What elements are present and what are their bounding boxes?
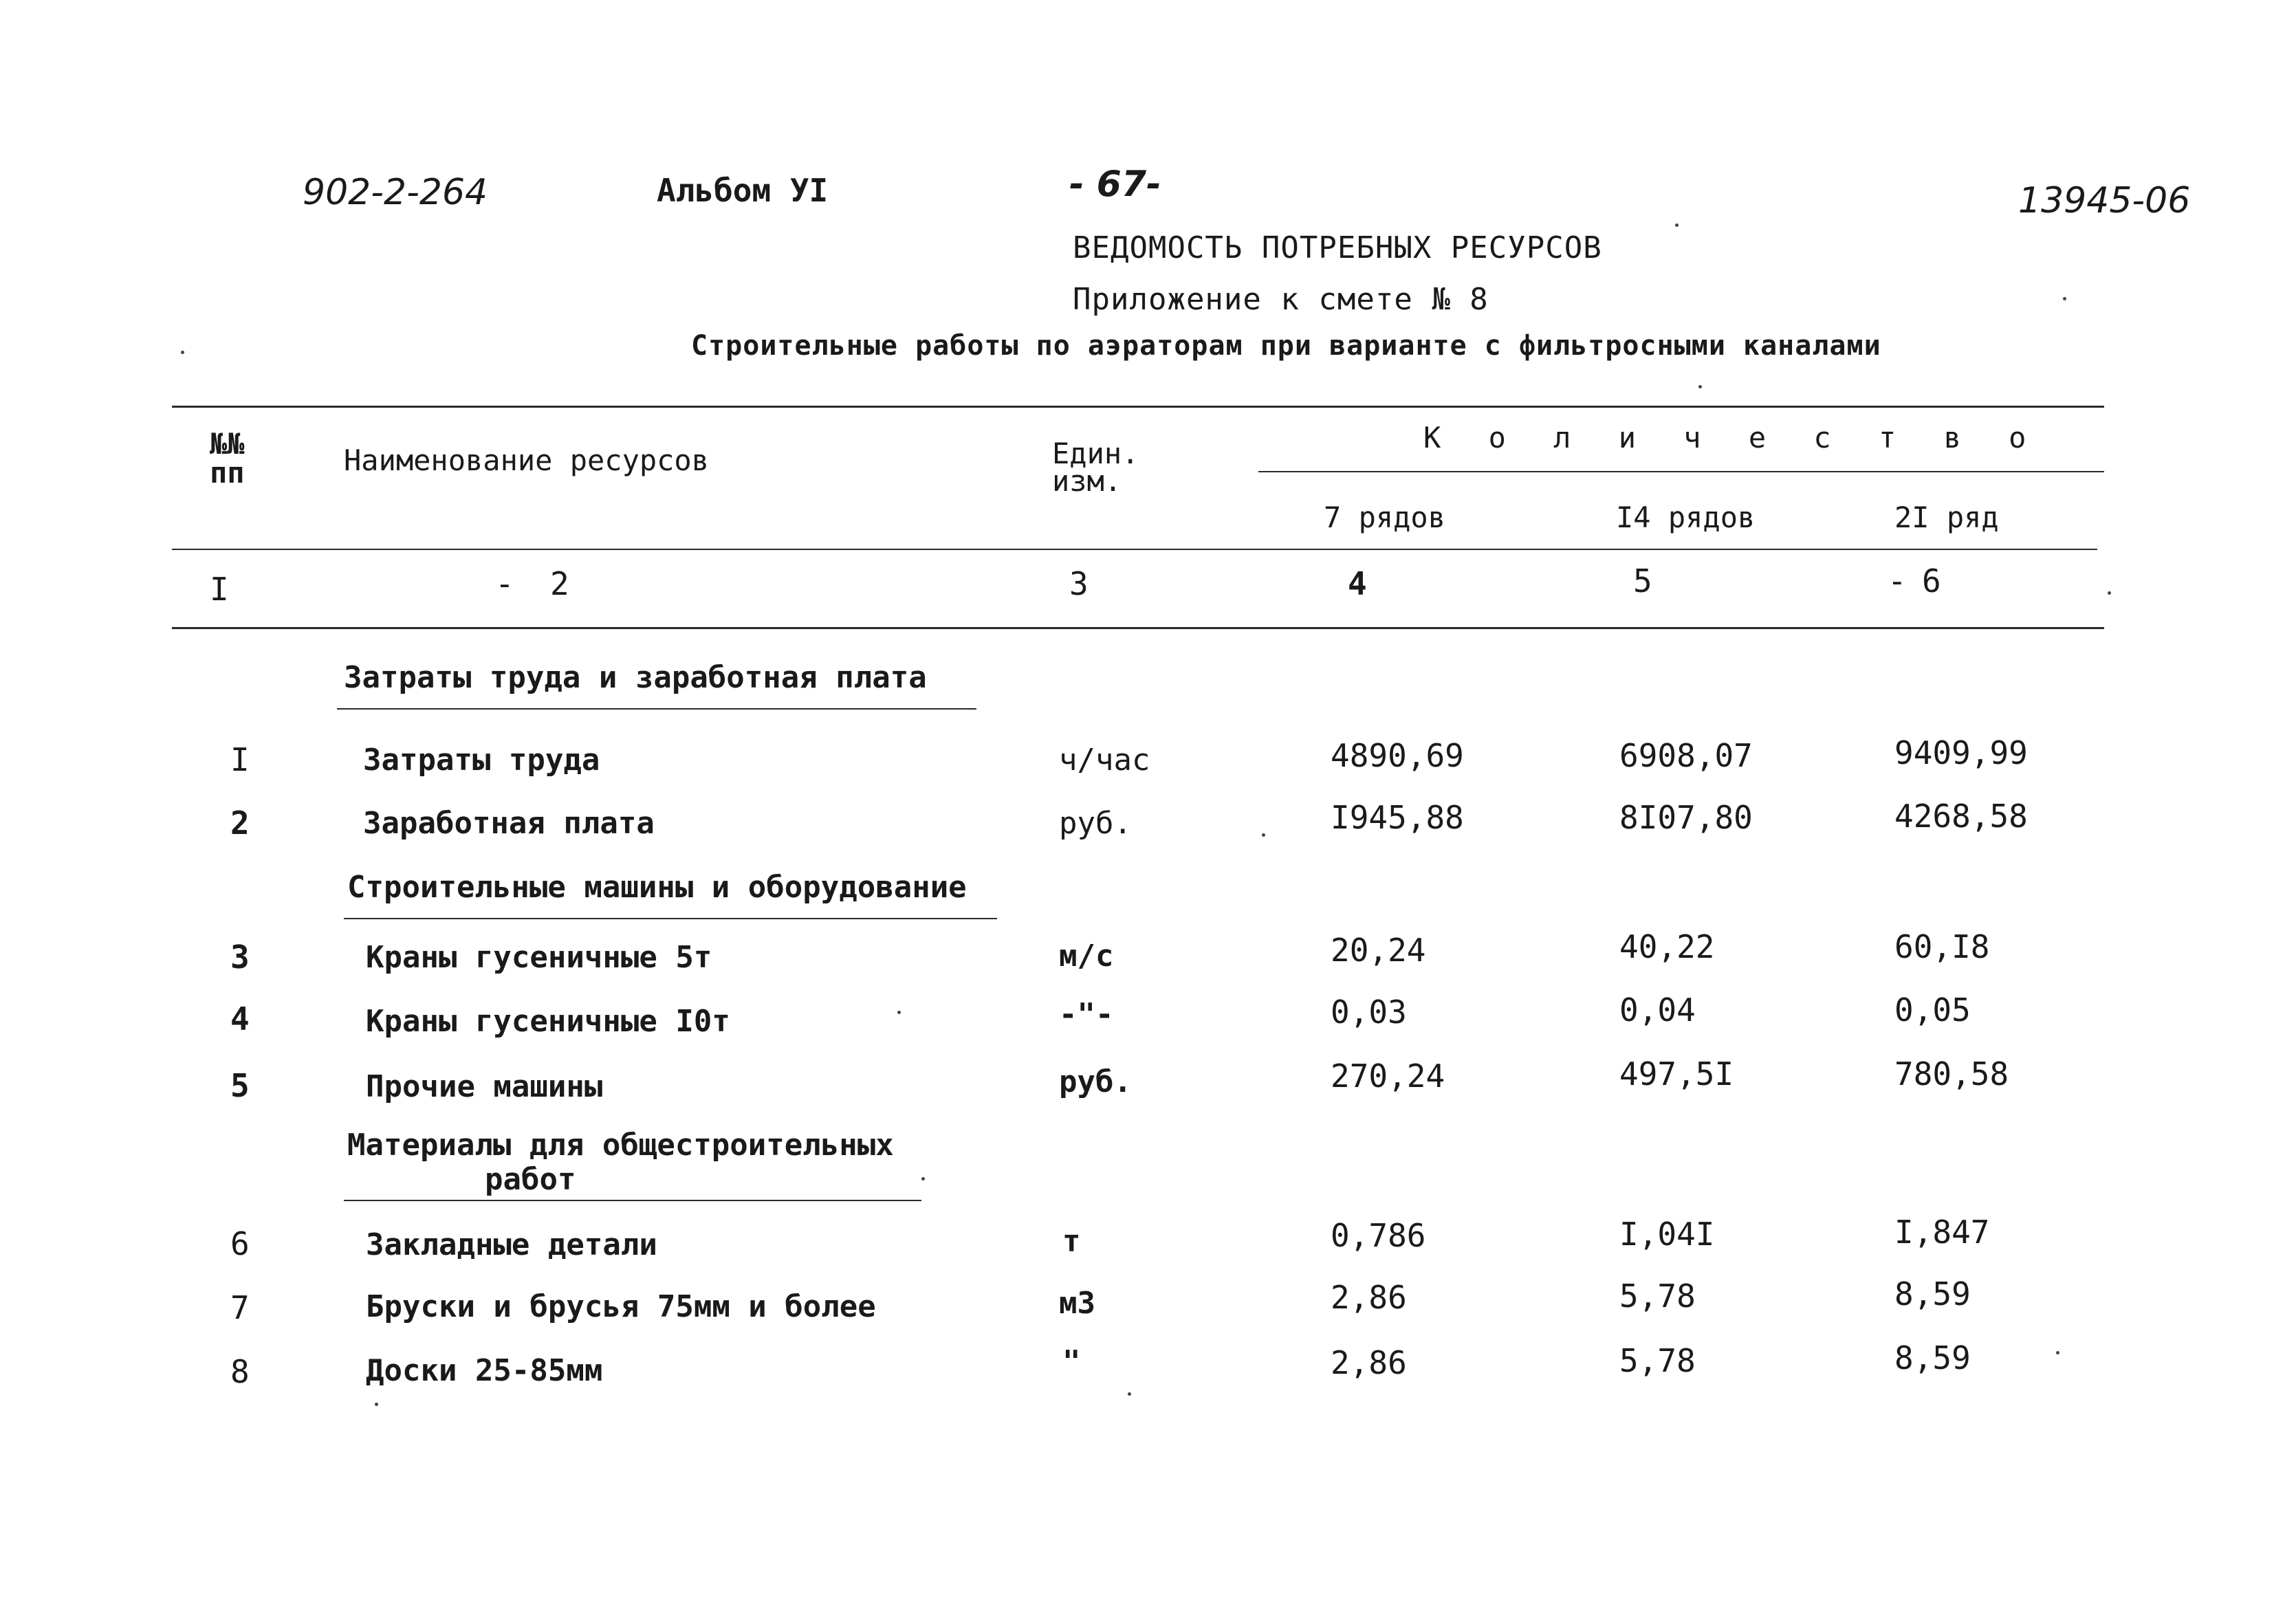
scan-speck: [921, 1177, 925, 1181]
row-number: 6: [230, 1225, 250, 1262]
resource-name: Прочие машины: [366, 1069, 603, 1104]
resource-name: Краны гусеничные I0т: [366, 1004, 730, 1039]
column-numbers-rule: [172, 627, 2104, 629]
resource-name: Заработная плата: [363, 806, 655, 841]
resource-name: Закладные детали: [366, 1227, 657, 1262]
value-14-rows: I,04I: [1619, 1216, 1715, 1253]
resource-unit: руб.: [1059, 1064, 1132, 1099]
section-underline-materials: [344, 1200, 921, 1201]
scan-speck: [1675, 223, 1679, 227]
scan-speck: [375, 1403, 378, 1406]
value-21-rows: 780,58: [1894, 1055, 2009, 1093]
row-number: 7: [230, 1289, 250, 1326]
estimate-reference: Приложение к смете № 8: [1073, 282, 1489, 317]
value-7-rows: 20,24: [1331, 932, 1426, 969]
page-number: - 67-: [1069, 164, 1161, 205]
value-7-rows: 2,86: [1331, 1279, 1407, 1316]
section-title-materials-line2: работ: [485, 1162, 576, 1197]
section-title-machines: Строительные машины и оборудование: [347, 870, 967, 905]
row-number: I: [230, 741, 250, 778]
header-resource-name: Наименование ресурсов: [344, 443, 710, 477]
scan-speck: [1128, 1392, 1131, 1396]
value-21-rows: 0,05: [1894, 991, 1971, 1029]
row-number: 5: [230, 1067, 250, 1104]
col-number-2: 2: [550, 565, 569, 602]
section-title-materials: Материалы для общестроительных: [347, 1128, 894, 1163]
header-quantity: К о л и ч е с т в о: [1423, 421, 2042, 454]
col-number-4: 4: [1348, 565, 1367, 602]
quantity-header-rule: [1258, 471, 2104, 472]
scan-speck: [897, 1011, 901, 1014]
resource-unit: т: [1062, 1224, 1081, 1259]
scan-speck: [1698, 385, 1702, 388]
header-7-rows: 7 рядов: [1324, 501, 1446, 534]
value-7-rows: 0,03: [1331, 994, 1407, 1031]
resource-unit: м3: [1059, 1286, 1095, 1321]
value-7-rows: 4890,69: [1331, 737, 1464, 774]
col-number-2-dash: -: [495, 565, 514, 602]
col-number-3: 3: [1069, 565, 1089, 602]
header-bottom-rule: [172, 549, 2097, 550]
resource-name: Краны гусеничные 5т: [366, 940, 712, 975]
row-number: 3: [230, 939, 250, 976]
value-14-rows: 6908,07: [1619, 737, 1753, 774]
album-label: Альбом УI: [657, 172, 829, 209]
resource-unit: ч/час: [1059, 743, 1150, 778]
value-7-rows: I945,88: [1331, 799, 1464, 836]
value-14-rows: 0,04: [1619, 991, 1696, 1029]
value-21-rows: 8,59: [1894, 1275, 1971, 1313]
scan-speck: [2056, 1351, 2059, 1354]
works-description: Строительные работы по аэраторам при варианте с фильтросными каналами: [691, 330, 1881, 362]
section-title-labor: Затраты труда и заработная плата: [344, 660, 927, 695]
header-21-rows: 2I ряд: [1894, 501, 1999, 534]
document-title: ВЕДОМОСТЬ ПОТРЕБНЫХ РЕСУРСОВ: [1073, 230, 1602, 265]
value-14-rows: 497,5I: [1619, 1055, 1734, 1093]
header-unit: Един. изм.: [1052, 437, 1139, 498]
value-21-rows: I,847: [1894, 1214, 1990, 1251]
value-7-rows: 0,786: [1331, 1217, 1426, 1254]
header-14-rows: I4 рядов: [1616, 501, 1756, 534]
row-number: 4: [230, 1000, 250, 1038]
col-number-1: I: [210, 571, 229, 608]
scan-speck: [1262, 833, 1265, 837]
row-number: 2: [230, 804, 250, 842]
resource-unit: м/с: [1059, 939, 1114, 974]
value-14-rows: 5,78: [1619, 1277, 1696, 1315]
table-top-rule: [172, 406, 2104, 408]
inventory-number: 13945-06: [2018, 180, 2191, 221]
value-14-rows: 8I07,80: [1619, 799, 1753, 836]
scan-speck: [2063, 297, 2066, 300]
value-14-rows: 40,22: [1619, 928, 1715, 965]
scan-speck: [2108, 591, 2111, 595]
col-number-6: 6: [1922, 562, 1941, 600]
row-number: 8: [230, 1353, 250, 1390]
value-14-rows: 5,78: [1619, 1342, 1696, 1379]
resource-name: Затраты труда: [363, 743, 600, 778]
scan-speck: [181, 351, 184, 354]
resource-name: Бруски и брусья 75мм и более: [366, 1289, 876, 1324]
document-code: 902-2-264: [303, 172, 488, 213]
resource-name: Доски 25-85мм: [366, 1353, 603, 1388]
resource-unit: ": [1062, 1344, 1081, 1379]
section-underline-labor: [337, 708, 976, 710]
col-number-6-dash: -: [1888, 562, 1907, 600]
col-number-5: 5: [1633, 562, 1652, 600]
value-21-rows: 8,59: [1894, 1339, 1971, 1376]
section-underline-machines: [344, 918, 997, 919]
value-7-rows: 2,86: [1331, 1344, 1407, 1381]
value-21-rows: 4268,58: [1894, 798, 2028, 835]
resource-unit: -"-: [1059, 997, 1114, 1032]
header-row-number: №№ пп: [210, 427, 245, 490]
value-21-rows: 9409,99: [1894, 734, 2028, 771]
value-21-rows: 60,I8: [1894, 928, 1990, 965]
value-7-rows: 270,24: [1331, 1057, 1445, 1095]
resource-unit: руб.: [1059, 806, 1132, 841]
